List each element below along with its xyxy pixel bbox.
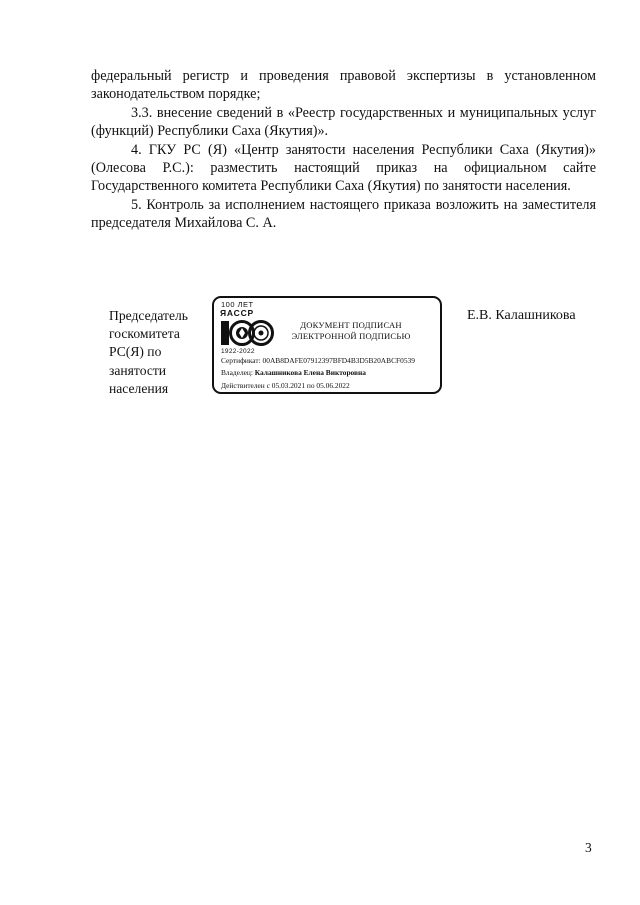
signer-name: Е.В. Калашникова [467, 308, 576, 323]
validity-line [221, 381, 350, 390]
signer-position-line: РС(Я) по [109, 344, 162, 360]
emblem-republic-text: ЯАССР [220, 308, 254, 318]
owner-line [221, 368, 366, 377]
anniversary-emblem-icon [220, 301, 274, 357]
owner-label: Владелец: [221, 368, 253, 377]
valid-from: 05.03.2021 [271, 381, 306, 390]
document-body [91, 67, 596, 233]
paragraph-5: 5. Контроль за исполнением настоящего приказа возложить на заместителя председателя Михайлова С. А. [91, 196, 596, 232]
stamp-title-line: ДОКУМЕНТ ПОДПИСАН [300, 320, 402, 330]
valid-to-label: по [306, 381, 315, 390]
certificate-value: 00AB8DAFE07912397BFD4B3D5B20ABCF0539 [262, 356, 415, 365]
page-number: 3 [585, 840, 592, 855]
valid-to: 05.06.2022 [316, 381, 350, 390]
certificate-line [221, 356, 415, 365]
owner-value: Калашникова Елена Викторовна [254, 368, 367, 377]
emblem-years-text: 1922-2022 [221, 348, 255, 355]
signer-position-line: Председатель [109, 308, 188, 323]
certificate-label: Сертификат: [221, 356, 261, 365]
stamp-title-line: ЭЛЕКТРОННОЙ ПОДПИСЬЮ [291, 331, 411, 341]
signer-position-line: госкомитета [109, 326, 180, 342]
emblem-100-graphic [220, 319, 274, 347]
paragraph-registry: федеральный регистр и проведения правовой экспертизы в установленном законодательством порядке; [91, 68, 596, 103]
signer-position-line: населения [109, 380, 169, 396]
paragraph-4: 4. ГКУ РС (Я) «Центр занятости населения Республики Саха (Якутия)» (Олесова Р.С.): разместить настоящий приказ на официальном сайте Государственного комитета Республики Саха (Якутия) по занятости населения. [91, 141, 596, 195]
valid-label: Действителен с [221, 381, 270, 390]
emblem-anniversary-text: 100 ЛЕТ [221, 300, 254, 309]
electronic-signature-stamp [212, 296, 442, 394]
signer-position [109, 307, 199, 398]
stamp-title [276, 320, 426, 342]
signer-position-line: занятости [109, 362, 167, 378]
paragraph-3-3: 3.3. внесение сведений в «Реестр государственных и муниципальных услуг (функций) Республики Саха (Якутия)». [91, 104, 596, 140]
